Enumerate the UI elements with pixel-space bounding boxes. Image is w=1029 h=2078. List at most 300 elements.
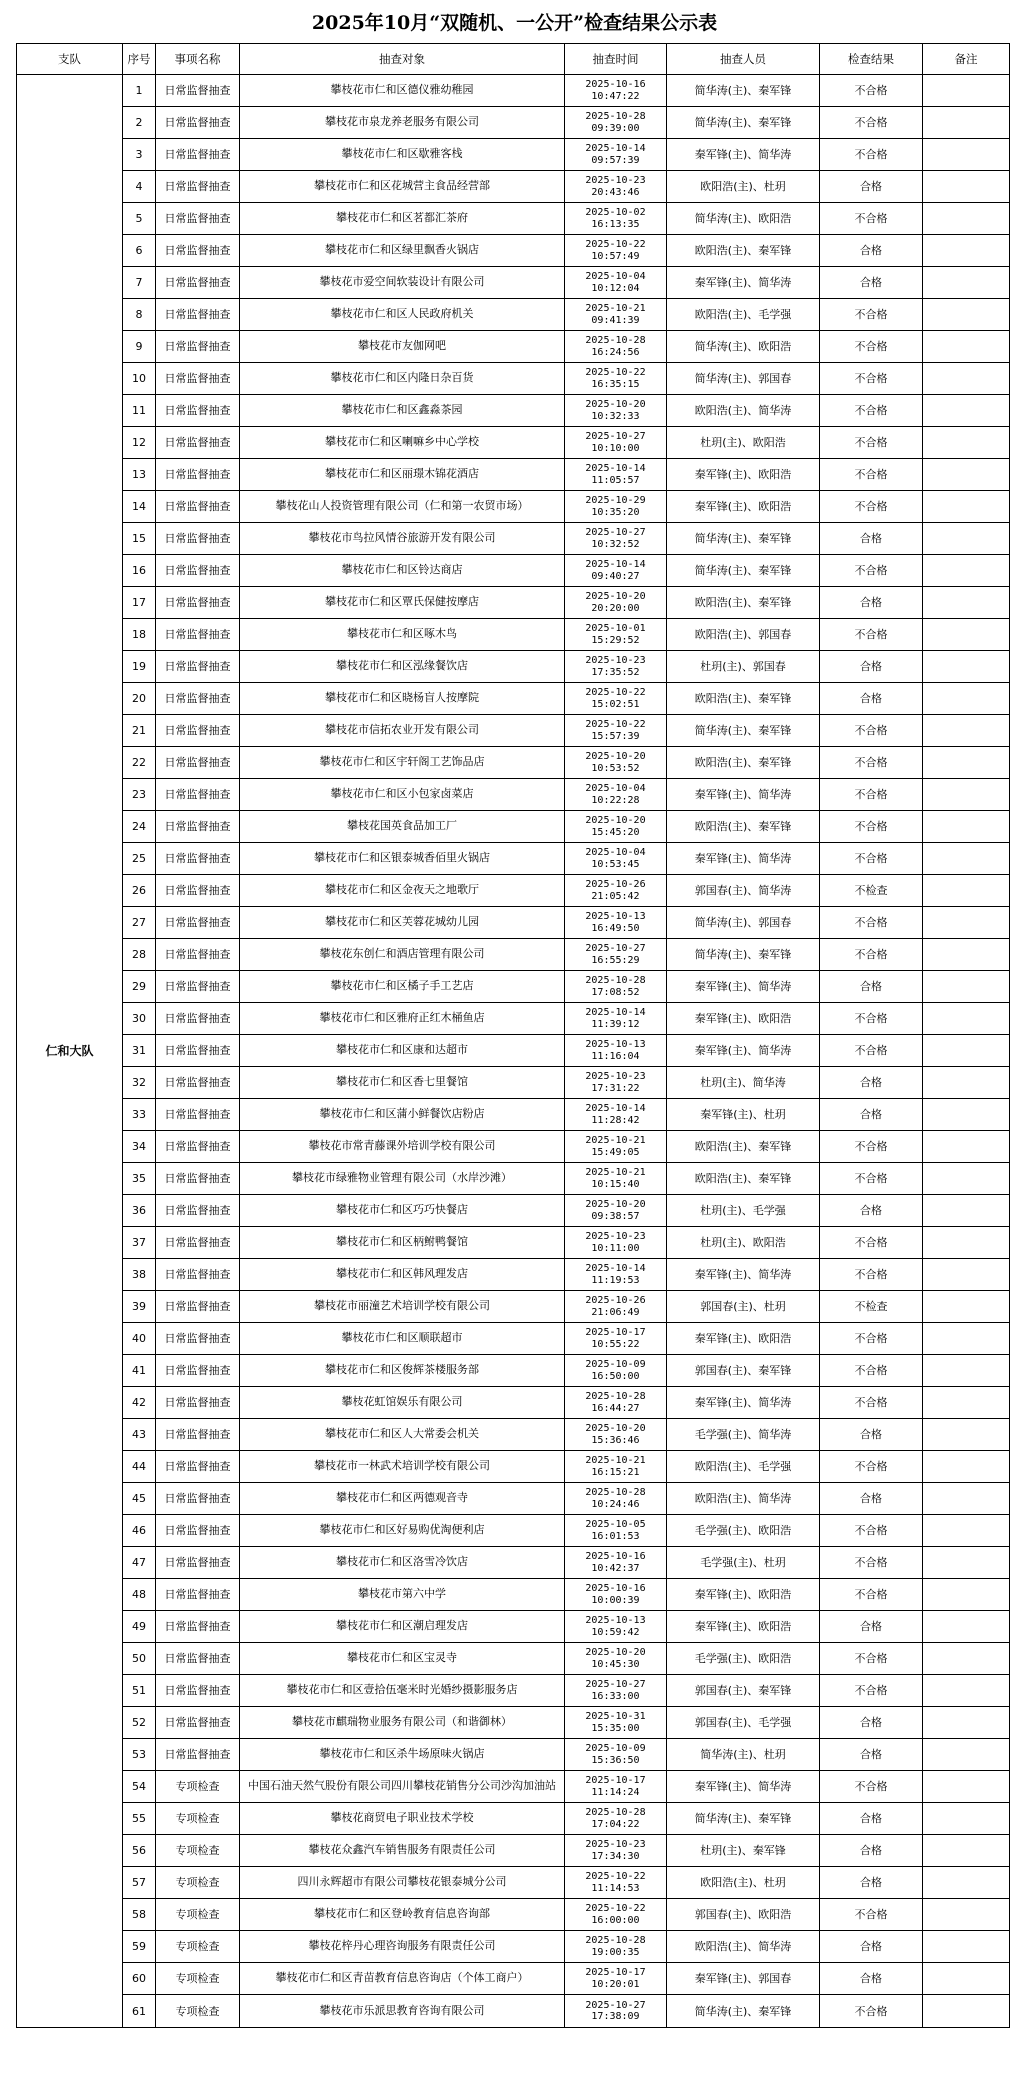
row-clock: 16:55:29 (591, 954, 640, 966)
row-result: 合格 (820, 1067, 923, 1099)
row-target: 攀枝花市仁和区两德观音寺 (240, 1483, 565, 1515)
row-remark (923, 1675, 1010, 1707)
row-clock: 15:29:52 (591, 634, 640, 646)
row-date: 2025-10-13 (585, 1039, 646, 1050)
table-row (17, 1963, 1010, 1995)
row-index: 35 (123, 1163, 156, 1195)
row-date: 2025-10-21 (585, 1135, 646, 1146)
table-row (17, 171, 1010, 203)
row-result: 不合格 (820, 1547, 923, 1579)
row-item: 日常监督抽查 (156, 171, 240, 203)
row-index: 10 (123, 363, 156, 395)
table-row (17, 1387, 1010, 1419)
row-index: 48 (123, 1579, 156, 1611)
row-item: 日常监督抽查 (156, 1291, 240, 1323)
row-inspectors: 秦军锋(主)、欧阳浩 (667, 1003, 820, 1035)
row-result: 不合格 (820, 939, 923, 971)
row-inspectors: 毛学强(主)、简华涛 (667, 1419, 820, 1451)
row-item: 日常监督抽查 (156, 1163, 240, 1195)
row-target: 攀枝花市仁和区喇嘛乡中心学校 (240, 427, 565, 459)
row-date: 2025-10-21 (585, 1455, 646, 1466)
row-result: 不合格 (820, 811, 923, 843)
row-remark (923, 1483, 1010, 1515)
table-row (17, 395, 1010, 427)
row-result: 不合格 (820, 1387, 923, 1419)
row-target: 攀枝花市信拓农业开发有限公司 (240, 715, 565, 747)
row-time (565, 1451, 667, 1483)
row-date: 2025-10-22 (585, 1871, 646, 1882)
row-inspectors: 欧阳浩(主)、秦军锋 (667, 811, 820, 843)
row-inspectors: 毛学强(主)、欧阳浩 (667, 1515, 820, 1547)
row-inspectors: 郭国春(主)、秦军锋 (667, 1355, 820, 1387)
row-item: 日常监督抽查 (156, 107, 240, 139)
table-row (17, 1355, 1010, 1387)
row-date: 2025-10-31 (585, 1711, 646, 1722)
row-remark (923, 331, 1010, 363)
row-inspectors: 简华涛(主)、秦军锋 (667, 715, 820, 747)
row-time (565, 1867, 667, 1899)
row-index: 22 (123, 747, 156, 779)
row-result: 不合格 (820, 491, 923, 523)
table-row (17, 523, 1010, 555)
table-row (17, 811, 1010, 843)
row-target: 攀枝花市仁和区金夜天之地歌厅 (240, 875, 565, 907)
table-row (17, 1419, 1010, 1451)
row-result: 合格 (820, 1099, 923, 1131)
row-index: 21 (123, 715, 156, 747)
row-index: 8 (123, 299, 156, 331)
row-result: 合格 (820, 171, 923, 203)
row-item: 日常监督抽查 (156, 491, 240, 523)
row-index: 7 (123, 267, 156, 299)
row-date: 2025-10-21 (585, 303, 646, 314)
row-date: 2025-10-21 (585, 1167, 646, 1178)
row-date: 2025-10-04 (585, 271, 646, 282)
row-index: 24 (123, 811, 156, 843)
row-remark (923, 1707, 1010, 1739)
row-item: 日常监督抽查 (156, 331, 240, 363)
row-clock: 21:05:42 (591, 890, 640, 902)
row-item: 日常监督抽查 (156, 1515, 240, 1547)
row-date: 2025-10-27 (585, 1999, 646, 2011)
table-header-row (17, 44, 1010, 75)
row-result: 合格 (820, 1611, 923, 1643)
row-target: 攀枝花市仁和区人民政府机关 (240, 299, 565, 331)
row-date: 2025-10-05 (585, 1519, 646, 1530)
row-clock: 17:35:52 (591, 666, 640, 678)
row-index: 59 (123, 1931, 156, 1963)
row-remark (923, 875, 1010, 907)
row-target: 攀枝花市仁和区小包家卤菜店 (240, 779, 565, 811)
row-clock: 20:20:00 (591, 602, 640, 614)
row-target: 中国石油天然气股份有限公司四川攀枝花销售分公司沙沟加油站 (240, 1771, 565, 1803)
row-clock: 10:11:00 (591, 1242, 640, 1254)
row-item: 日常监督抽查 (156, 843, 240, 875)
row-remark (923, 1067, 1010, 1099)
table-row (17, 299, 1010, 331)
table-row (17, 363, 1010, 395)
row-target: 攀枝花市仁和区蒲小鲜餐饮店粉店 (240, 1099, 565, 1131)
row-clock: 10:53:45 (591, 858, 640, 870)
row-remark (923, 1739, 1010, 1771)
table-row (17, 1035, 1010, 1067)
row-date: 2025-10-17 (585, 1967, 646, 1978)
row-remark (923, 1035, 1010, 1067)
row-clock: 09:41:39 (591, 314, 640, 326)
row-target: 攀枝花市仁和区铃达商店 (240, 555, 565, 587)
row-item: 日常监督抽查 (156, 1579, 240, 1611)
table-row (17, 1675, 1010, 1707)
row-item: 日常监督抽查 (156, 1227, 240, 1259)
table-row (17, 1323, 1010, 1355)
row-remark (923, 1195, 1010, 1227)
row-time (565, 491, 667, 523)
row-result: 不合格 (820, 203, 923, 235)
row-time (565, 1419, 667, 1451)
row-clock: 10:00:39 (591, 1594, 640, 1606)
row-remark (923, 1931, 1010, 1963)
row-index: 34 (123, 1131, 156, 1163)
row-item: 日常监督抽查 (156, 1003, 240, 1035)
row-date: 2025-10-28 (585, 335, 646, 346)
row-remark (923, 1515, 1010, 1547)
row-remark (923, 235, 1010, 267)
row-index: 61 (123, 1995, 156, 2028)
row-inspectors: 简华涛(主)、秦军锋 (667, 555, 820, 587)
row-target: 攀枝花市泉龙养老服务有限公司 (240, 107, 565, 139)
row-result: 不合格 (820, 619, 923, 651)
table-row (17, 1931, 1010, 1963)
row-date: 2025-10-22 (585, 687, 646, 698)
row-time (565, 1643, 667, 1675)
row-remark (923, 1963, 1010, 1995)
row-inspectors: 秦军锋(主)、杜玥 (667, 1099, 820, 1131)
row-index: 56 (123, 1835, 156, 1867)
row-index: 1 (123, 75, 156, 107)
row-inspectors: 简华涛(主)、杜玥 (667, 1739, 820, 1771)
row-clock: 11:28:42 (591, 1114, 640, 1126)
row-index: 58 (123, 1899, 156, 1931)
row-item: 日常监督抽查 (156, 267, 240, 299)
row-target: 攀枝花山人投资管理有限公司（仁和第一农贸市场） (240, 491, 565, 523)
row-item: 日常监督抽查 (156, 1099, 240, 1131)
row-item: 日常监督抽查 (156, 363, 240, 395)
row-remark (923, 427, 1010, 459)
table-body (17, 75, 1010, 2028)
row-target: 攀枝花市仁和区杀牛场原味火锅店 (240, 1739, 565, 1771)
row-index: 45 (123, 1483, 156, 1515)
row-inspectors: 简华涛(主)、秦军锋 (667, 1995, 820, 2028)
row-result: 不合格 (820, 395, 923, 427)
header-result: 检查结果 (820, 44, 923, 75)
row-item: 专项检查 (156, 1835, 240, 1867)
row-time (565, 1291, 667, 1323)
row-result: 合格 (820, 1803, 923, 1835)
row-target: 攀枝花市仁和区俊辉茶楼服务部 (240, 1355, 565, 1387)
row-item: 专项检查 (156, 1963, 240, 1995)
row-clock: 16:15:21 (591, 1466, 640, 1478)
row-item: 日常监督抽查 (156, 1739, 240, 1771)
row-result: 不合格 (820, 1771, 923, 1803)
row-result: 不合格 (820, 779, 923, 811)
table-row (17, 1451, 1010, 1483)
row-remark (923, 299, 1010, 331)
table-row (17, 747, 1010, 779)
row-result: 合格 (820, 235, 923, 267)
row-time (565, 1195, 667, 1227)
row-item: 日常监督抽查 (156, 1707, 240, 1739)
row-item: 日常监督抽查 (156, 907, 240, 939)
row-inspectors: 秦军锋(主)、简华涛 (667, 1259, 820, 1291)
row-time (565, 1355, 667, 1387)
row-result: 不合格 (820, 907, 923, 939)
row-date: 2025-10-20 (585, 591, 646, 602)
row-clock: 15:36:50 (591, 1754, 640, 1766)
table-row (17, 1227, 1010, 1259)
table-row (17, 1739, 1010, 1771)
row-target: 攀枝花市仁和区啄木鸟 (240, 619, 565, 651)
row-date: 2025-10-14 (585, 1007, 646, 1018)
row-time (565, 715, 667, 747)
row-remark (923, 1227, 1010, 1259)
row-remark (923, 587, 1010, 619)
row-inspectors: 简华涛(主)、欧阳浩 (667, 331, 820, 363)
row-inspectors: 秦军锋(主)、简华涛 (667, 139, 820, 171)
row-index: 53 (123, 1739, 156, 1771)
row-target: 攀枝花梓丹心理咨询服务有限责任公司 (240, 1931, 565, 1963)
row-inspectors: 欧阳浩(主)、毛学强 (667, 1451, 820, 1483)
row-target: 攀枝花市仁和区鑫淼茶园 (240, 395, 565, 427)
table-row (17, 459, 1010, 491)
row-target: 攀枝花市绿雅物业管理有限公司（水岸沙滩） (240, 1163, 565, 1195)
row-clock: 11:19:53 (591, 1274, 640, 1286)
row-inspectors: 欧阳浩(主)、毛学强 (667, 299, 820, 331)
row-inspectors: 郭国春(主)、毛学强 (667, 1707, 820, 1739)
row-index: 51 (123, 1675, 156, 1707)
header-index: 序号 (123, 44, 156, 75)
row-target: 攀枝花市仁和区花城营主食品经营部 (240, 171, 565, 203)
row-item: 日常监督抽查 (156, 1355, 240, 1387)
row-remark (923, 1355, 1010, 1387)
row-time (565, 939, 667, 971)
row-clock: 16:13:35 (591, 218, 640, 230)
row-result: 不合格 (820, 331, 923, 363)
row-clock: 19:00:35 (591, 1946, 640, 1958)
row-inspectors: 简华涛(主)、郭国春 (667, 363, 820, 395)
row-item: 专项检查 (156, 1803, 240, 1835)
row-date: 2025-10-17 (585, 1327, 646, 1338)
row-item: 日常监督抽查 (156, 1067, 240, 1099)
row-remark (923, 779, 1010, 811)
row-remark (923, 651, 1010, 683)
row-date: 2025-10-17 (585, 1775, 646, 1786)
row-remark (923, 747, 1010, 779)
row-index: 42 (123, 1387, 156, 1419)
table-row (17, 1483, 1010, 1515)
row-time (565, 907, 667, 939)
row-inspectors: 欧阳浩(主)、秦军锋 (667, 683, 820, 715)
row-remark (923, 1611, 1010, 1643)
row-clock: 15:45:20 (591, 826, 640, 838)
row-inspectors: 秦军锋(主)、简华涛 (667, 843, 820, 875)
row-date: 2025-10-14 (585, 559, 646, 570)
row-date: 2025-10-20 (585, 399, 646, 410)
table-row (17, 1515, 1010, 1547)
table-row (17, 1835, 1010, 1867)
row-remark (923, 1419, 1010, 1451)
row-target: 攀枝花市仁和区内隆日杂百货 (240, 363, 565, 395)
row-result: 不合格 (820, 107, 923, 139)
row-inspectors: 简华涛(主)、秦军锋 (667, 523, 820, 555)
row-inspectors: 郭国春(主)、秦军锋 (667, 1675, 820, 1707)
table-row (17, 939, 1010, 971)
row-remark (923, 107, 1010, 139)
row-inspectors: 简华涛(主)、秦军锋 (667, 75, 820, 107)
row-target: 攀枝花市仁和区茗都汇茶府 (240, 203, 565, 235)
row-time (565, 1675, 667, 1707)
row-index: 18 (123, 619, 156, 651)
row-time (565, 1003, 667, 1035)
row-inspectors: 秦军锋(主)、简华涛 (667, 1035, 820, 1067)
row-time (565, 1547, 667, 1579)
row-remark (923, 1163, 1010, 1195)
row-item: 日常监督抽查 (156, 523, 240, 555)
row-index: 39 (123, 1291, 156, 1323)
header-inspectors: 抽查人员 (667, 44, 820, 75)
row-remark (923, 555, 1010, 587)
row-inspectors: 欧阳浩(主)、简华涛 (667, 395, 820, 427)
table-row (17, 1067, 1010, 1099)
row-item: 日常监督抽查 (156, 715, 240, 747)
row-remark (923, 459, 1010, 491)
row-clock: 16:50:00 (591, 1370, 640, 1382)
header-item: 事项名称 (156, 44, 240, 75)
row-date: 2025-10-22 (585, 719, 646, 730)
row-clock: 15:57:39 (591, 730, 640, 742)
row-item: 日常监督抽查 (156, 203, 240, 235)
row-time (565, 1995, 667, 2028)
row-clock: 10:24:46 (591, 1498, 640, 1510)
header-remark: 备注 (923, 44, 1010, 75)
row-index: 14 (123, 491, 156, 523)
table-row (17, 1099, 1010, 1131)
table-row (17, 1003, 1010, 1035)
row-index: 38 (123, 1259, 156, 1291)
row-target: 攀枝花市仁和区洛雪冷饮店 (240, 1547, 565, 1579)
row-remark (923, 1131, 1010, 1163)
row-result: 不合格 (820, 1259, 923, 1291)
row-item: 日常监督抽查 (156, 619, 240, 651)
row-target: 攀枝花市第六中学 (240, 1579, 565, 1611)
table-row (17, 1259, 1010, 1291)
table-row (17, 907, 1010, 939)
row-clock: 15:02:51 (591, 698, 640, 710)
row-item: 日常监督抽查 (156, 811, 240, 843)
table-row (17, 1163, 1010, 1195)
row-inspectors: 秦军锋(主)、欧阳浩 (667, 459, 820, 491)
row-inspectors: 杜玥(主)、毛学强 (667, 1195, 820, 1227)
row-date: 2025-10-27 (585, 431, 646, 442)
row-result: 不合格 (820, 299, 923, 331)
row-time (565, 1163, 667, 1195)
row-remark (923, 267, 1010, 299)
row-time (565, 299, 667, 331)
row-remark (923, 907, 1010, 939)
row-time (565, 1131, 667, 1163)
row-clock: 10:20:01 (591, 1978, 640, 1990)
table-row (17, 1131, 1010, 1163)
row-time (565, 235, 667, 267)
row-item: 日常监督抽查 (156, 139, 240, 171)
row-result: 合格 (820, 1739, 923, 1771)
row-item: 日常监督抽查 (156, 1035, 240, 1067)
row-target: 攀枝花市仁和区绿里飘香火锅店 (240, 235, 565, 267)
row-remark (923, 715, 1010, 747)
row-inspectors: 秦军锋(主)、简华涛 (667, 971, 820, 1003)
row-date: 2025-10-23 (585, 1071, 646, 1082)
row-target: 攀枝花市仁和区潮启理发店 (240, 1611, 565, 1643)
row-clock: 10:35:20 (591, 506, 640, 518)
table-row (17, 619, 1010, 651)
row-index: 47 (123, 1547, 156, 1579)
table-row (17, 875, 1010, 907)
row-date: 2025-10-26 (585, 879, 646, 890)
row-target: 攀枝花市仁和区歇雅客栈 (240, 139, 565, 171)
row-remark (923, 1547, 1010, 1579)
row-clock: 10:42:37 (591, 1562, 640, 1574)
table-row (17, 683, 1010, 715)
row-index: 9 (123, 331, 156, 363)
row-target: 攀枝花市仁和区柄鲋鸭餐馆 (240, 1227, 565, 1259)
row-inspectors: 秦军锋(主)、简华涛 (667, 1771, 820, 1803)
row-inspectors: 欧阳浩(主)、简华涛 (667, 1483, 820, 1515)
row-item: 日常监督抽查 (156, 1323, 240, 1355)
table-row (17, 587, 1010, 619)
row-target: 攀枝花市仁和区巧巧快餐店 (240, 1195, 565, 1227)
row-date: 2025-10-14 (585, 463, 646, 474)
row-index: 49 (123, 1611, 156, 1643)
row-item: 日常监督抽查 (156, 1483, 240, 1515)
row-clock: 10:45:30 (591, 1658, 640, 1670)
table-row (17, 1291, 1010, 1323)
row-result: 不合格 (820, 75, 923, 107)
row-inspectors: 杜玥(主)、简华涛 (667, 1067, 820, 1099)
row-time (565, 875, 667, 907)
row-inspectors: 欧阳浩(主)、秦军锋 (667, 1163, 820, 1195)
row-item: 日常监督抽查 (156, 1259, 240, 1291)
row-remark (923, 523, 1010, 555)
row-result: 不检查 (820, 1291, 923, 1323)
row-target: 攀枝花国英食品加工厂 (240, 811, 565, 843)
row-time (565, 139, 667, 171)
row-date: 2025-10-16 (585, 1551, 646, 1562)
row-target: 攀枝花市仁和区晓杨盲人按摩院 (240, 683, 565, 715)
row-item: 专项检查 (156, 1995, 240, 2028)
row-remark (923, 395, 1010, 427)
row-target: 攀枝花市仁和区登岭教育信息咨询部 (240, 1899, 565, 1931)
row-inspectors: 秦军锋(主)、郭国春 (667, 1963, 820, 1995)
row-item: 日常监督抽查 (156, 683, 240, 715)
row-time (565, 395, 667, 427)
row-inspectors: 秦军锋(主)、欧阳浩 (667, 1611, 820, 1643)
table-row (17, 427, 1010, 459)
row-date: 2025-10-01 (585, 623, 646, 634)
row-time (565, 683, 667, 715)
row-time (565, 107, 667, 139)
row-index: 6 (123, 235, 156, 267)
row-inspectors: 欧阳浩(主)、秦军锋 (667, 587, 820, 619)
table-row (17, 235, 1010, 267)
